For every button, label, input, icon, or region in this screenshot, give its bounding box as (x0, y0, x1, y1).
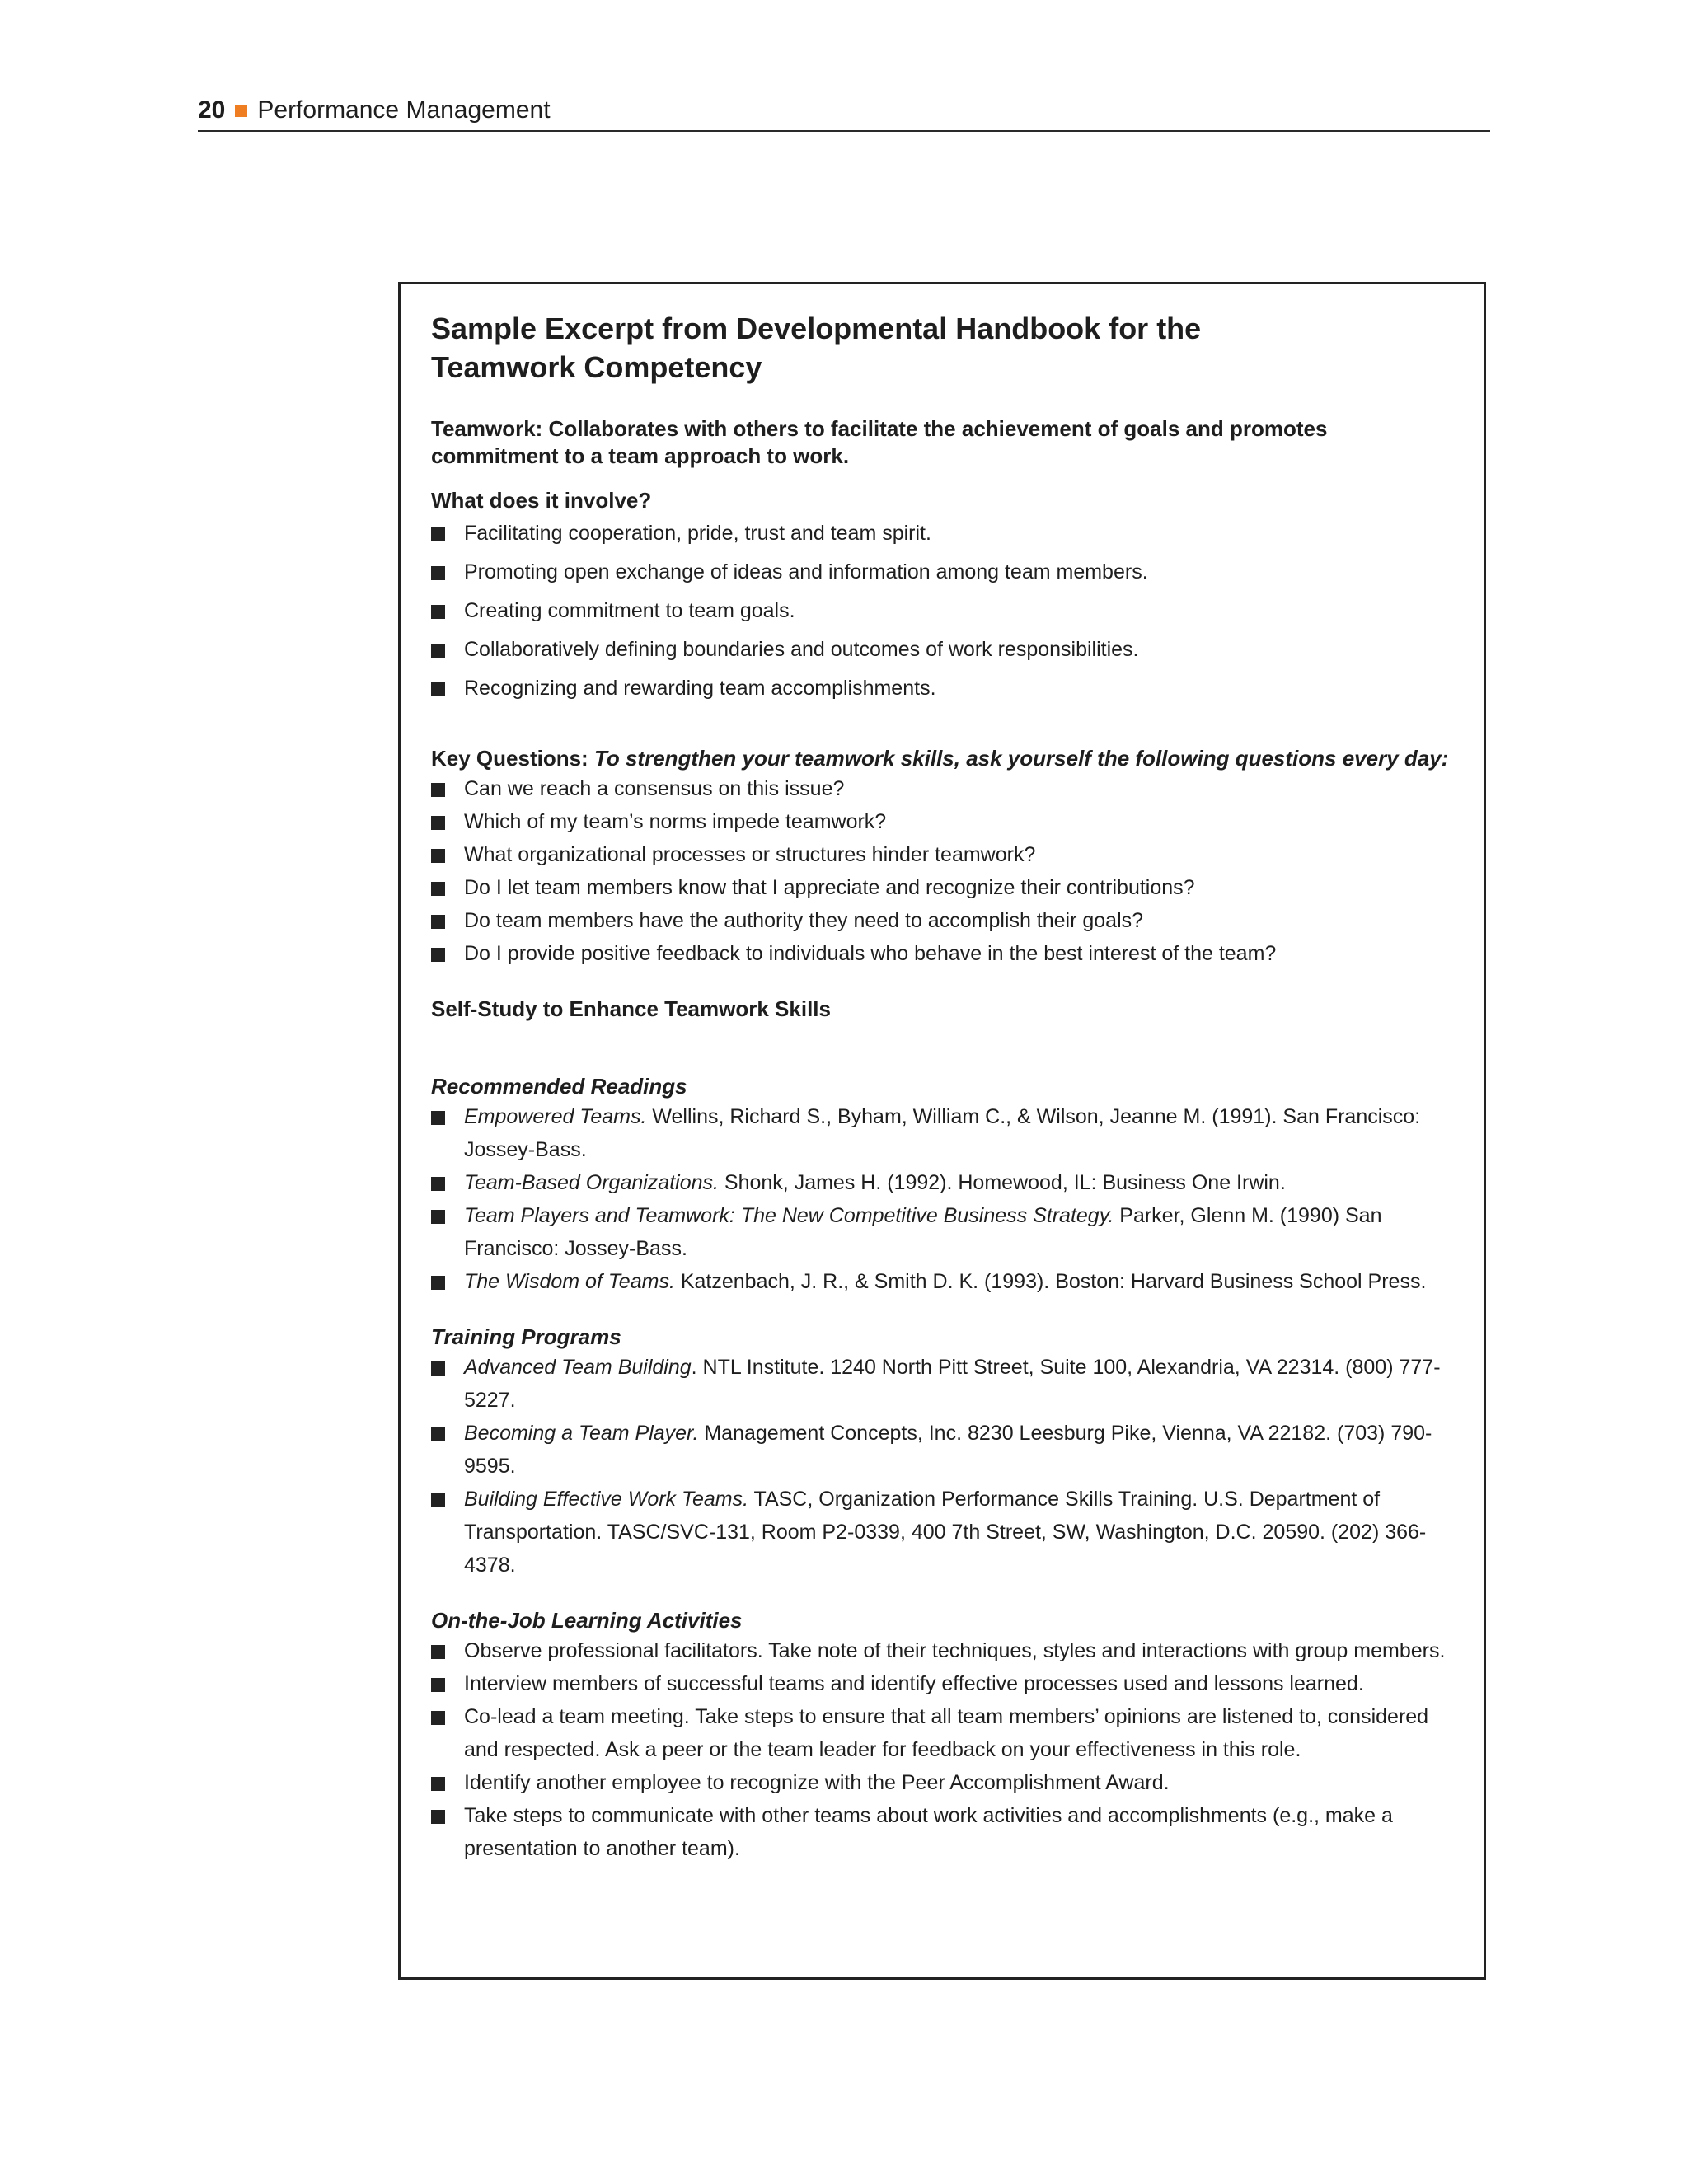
program-title: Building Effective Work Teams. (464, 1488, 749, 1511)
page-number: 20 (198, 96, 226, 124)
list-item: Co-lead a team meeting. Take steps to ensure that all team members’ opinions are listened to, considered and respected. Ask a peer or the team leader for feedback on your effectiveness in this role. (431, 1700, 1454, 1766)
ojt-list (431, 1634, 1454, 1865)
reading-title: Team-Based Organizations. (464, 1171, 719, 1194)
list-item: Observe professional facilitators. Take note of their techniques, styles and interactions with group members. (431, 1634, 1454, 1667)
square-bullet-icon (431, 882, 445, 896)
list-item: Creating commitment to team goals. (431, 592, 1454, 630)
list-item: The Wisdom of Teams. Katzenbach, J. R., & Smith D. K. (1993). Boston: Harvard Business School Press. (431, 1265, 1454, 1298)
square-bullet-icon (431, 1711, 445, 1725)
list-item: Advanced Team Building. NTL Institute. 1240 North Pitt Street, Suite 100, Alexandria, VA 22314. (800) 777-5227. (431, 1351, 1454, 1417)
list-item: Which of my team’s norms impede teamwork? (431, 805, 1454, 838)
square-bullet-icon (431, 1493, 445, 1507)
program-title: Becoming a Team Player. (464, 1422, 699, 1445)
key-questions-prompt: To strengthen your teamwork skills, ask yourself the following questions every day: (593, 746, 1449, 771)
involve-heading: What does it involve? (431, 488, 652, 513)
orange-square-icon (235, 105, 247, 117)
square-bullet-icon (431, 915, 445, 929)
key-questions-label: Key Questions: (431, 746, 588, 771)
readings-heading: Recommended Readings (431, 1074, 687, 1099)
square-bullet-icon (431, 783, 445, 797)
square-bullet-icon (431, 1427, 445, 1441)
list-item: Team Players and Teamwork: The New Competitive Business Strategy. Parker, Glenn M. (1990) San Francisco: Jossey-Bass. (431, 1199, 1454, 1265)
involve-list (431, 514, 1454, 708)
square-bullet-icon (431, 1111, 445, 1125)
list-item: Can we reach a consensus on this issue? (431, 772, 1454, 805)
ojt-heading: On-the-Job Learning Activities (431, 1608, 743, 1633)
square-bullet-icon (431, 849, 445, 863)
excerpt-box (398, 282, 1486, 1980)
square-bullet-icon (431, 605, 445, 619)
list-item: Empowered Teams. Wellins, Richard S., Byham, William C., & Wilson, Jeanne M. (1991). San Francisco: Jossey-Bass. (431, 1100, 1454, 1166)
training-heading: Training Programs (431, 1324, 621, 1349)
box-title: Sample Excerpt from Developmental Handbook for the Teamwork Competency (431, 312, 1202, 384)
key-questions-intro (431, 744, 1454, 772)
list-item: Facilitating cooperation, pride, trust and team spirit. (431, 514, 1454, 553)
list-item: Do team members have the authority they need to accomplish their goals? (431, 904, 1454, 937)
list-item: Promoting open exchange of ideas and information among team members. (431, 553, 1454, 592)
reading-title: The Wisdom of Teams. (464, 1270, 675, 1293)
readings-list (431, 1100, 1454, 1298)
running-head (198, 91, 1490, 132)
program-title: Advanced Team Building (464, 1356, 692, 1379)
list-item: Becoming a Team Player. Management Concepts, Inc. 8230 Leesburg Pike, Vienna, VA 22182. (703) 790-9595. (431, 1417, 1454, 1483)
running-title: Performance Management (257, 96, 551, 124)
square-bullet-icon (431, 1777, 445, 1791)
square-bullet-icon (431, 1645, 445, 1659)
list-item: Recognizing and rewarding team accomplishments. (431, 669, 1454, 708)
list-item: Take steps to communicate with other teams about work activities and accomplishments (e.g., make a presentation to another team). (431, 1799, 1454, 1865)
square-bullet-icon (431, 566, 445, 580)
self-study-heading: Self-Study to Enhance Teamwork Skills (431, 996, 831, 1021)
square-bullet-icon (431, 1361, 445, 1376)
square-bullet-icon (431, 1276, 445, 1290)
square-bullet-icon (431, 644, 445, 658)
square-bullet-icon (431, 527, 445, 541)
key-questions-list (431, 772, 1454, 970)
square-bullet-icon (431, 816, 445, 830)
list-item: Do I let team members know that I appreciate and recognize their contributions? (431, 871, 1454, 904)
square-bullet-icon (431, 948, 445, 962)
list-item: Team-Based Organizations. Shonk, James H. (1992). Homewood, IL: Business One Irwin. (431, 1166, 1454, 1199)
list-item: Do I provide positive feedback to individuals who behave in the best interest of the team? (431, 937, 1454, 970)
reading-title: Team Players and Teamwork: The New Competitive Business Strategy. (464, 1204, 1114, 1227)
square-bullet-icon (431, 682, 445, 696)
list-item: Identify another employee to recognize with the Peer Accomplishment Award. (431, 1766, 1454, 1799)
square-bullet-icon (431, 1177, 445, 1191)
square-bullet-icon (431, 1210, 445, 1224)
list-item: Collaboratively defining boundaries and outcomes of work responsibilities. (431, 630, 1454, 669)
square-bullet-icon (431, 1678, 445, 1692)
reading-title: Empowered Teams. (464, 1105, 647, 1128)
training-list (431, 1351, 1454, 1582)
competency-definition: Teamwork: Collaborates with others to facilitate the achievement of goals and promotes commitment to a team approach to work. (431, 416, 1328, 468)
list-item: What organizational processes or structures hinder teamwork? (431, 838, 1454, 871)
list-item: Interview members of successful teams and identify effective processes used and lessons learned. (431, 1667, 1454, 1700)
list-item: Building Effective Work Teams. TASC, Organization Performance Skills Training. U.S. Department of Transportation. TASC/SVC-131, Room P2-0339, 400 7th Street, SW, Washington, D.C. 20590. (202) 366-4378. (431, 1483, 1454, 1582)
square-bullet-icon (431, 1810, 445, 1824)
